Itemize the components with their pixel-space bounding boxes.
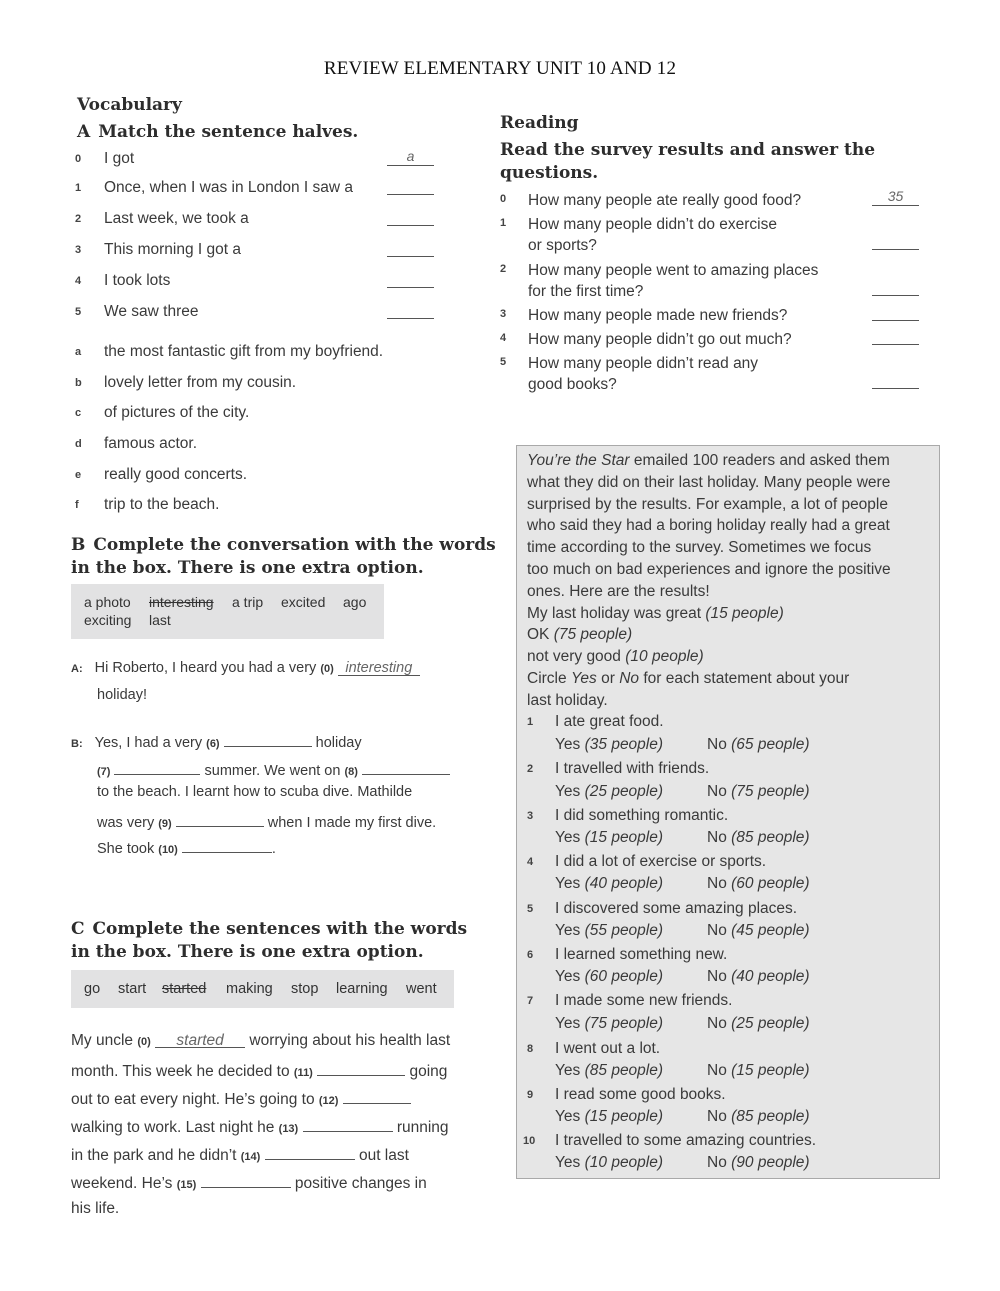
question-row xyxy=(500,305,920,329)
question-text xyxy=(528,214,777,256)
question-line: How many people didn’t do exercise xyxy=(528,216,777,233)
yes-option[interactable] xyxy=(555,1015,663,1033)
no-label: No xyxy=(707,922,727,939)
match-start-text: I got xyxy=(104,150,135,167)
item-number: 1 xyxy=(75,182,82,194)
section-a-letter: A xyxy=(77,122,91,142)
section-b-instruction-line1: Complete the conversation with the words xyxy=(93,535,496,555)
word-option: excited xyxy=(281,594,326,610)
conversation-text: holiday! xyxy=(97,687,147,703)
item-number: 0 xyxy=(75,153,82,165)
statement-number: 3 xyxy=(527,810,534,822)
yes-label: Yes xyxy=(555,829,581,846)
word-option: last xyxy=(149,612,171,628)
yes-count: (25 people) xyxy=(584,783,664,800)
blank-number: (8) xyxy=(344,766,358,778)
statement-number: 4 xyxy=(527,856,534,868)
no-label: No xyxy=(707,875,727,892)
blank-number: (13) xyxy=(278,1123,299,1135)
answer-blank[interactable] xyxy=(387,239,434,257)
yes-count: (60 people) xyxy=(584,968,664,985)
no-label: No xyxy=(707,1062,727,1079)
paragraph-line xyxy=(71,1060,447,1081)
ending-text: really good concerts. xyxy=(104,466,248,483)
result-count: (75 people) xyxy=(553,626,633,643)
blank-number: (11) xyxy=(293,1067,313,1079)
question-number: 3 xyxy=(500,308,507,320)
ending-letter: d xyxy=(75,438,82,450)
word-option: stop xyxy=(291,981,319,997)
answer-blank[interactable] xyxy=(872,278,919,296)
yes-count: (15 people) xyxy=(584,1108,664,1125)
yes-option[interactable] xyxy=(555,875,663,893)
match-start-row xyxy=(75,241,435,265)
question-text xyxy=(528,353,758,395)
yes-count: (10 people) xyxy=(584,1154,664,1171)
no-option[interactable] xyxy=(707,736,810,754)
no-label: No xyxy=(707,783,727,800)
word-option: start xyxy=(118,981,147,997)
conversation-line xyxy=(97,837,276,857)
question-line: How many people went to amazing places xyxy=(528,262,819,279)
survey-text: emailed 100 readers and asked them xyxy=(633,452,890,469)
no-count: (25 people) xyxy=(731,1015,810,1032)
yes-label: Yes xyxy=(555,922,581,939)
blank-number: (9) xyxy=(158,818,172,830)
section-c-instruction-line2: in the box. There is one extra option. xyxy=(71,942,424,962)
statement-text: I discovered some amazing places. xyxy=(555,900,798,917)
question-line: or sports? xyxy=(528,237,597,254)
reading-instruction-line1: Read the survey results and answer the xyxy=(500,140,876,160)
no-count: (90 people) xyxy=(731,1154,810,1171)
no-count: (45 people) xyxy=(731,922,810,939)
question-row xyxy=(500,353,920,397)
yes-option[interactable] xyxy=(555,1108,663,1126)
conversation-line xyxy=(97,759,450,779)
answer-blank[interactable] xyxy=(343,1088,411,1104)
statement-number: 9 xyxy=(527,1089,534,1101)
question-text: How many people ate really good food? xyxy=(528,192,802,209)
question-line: for the first time? xyxy=(528,283,644,300)
match-start-text: Once, when I was in London I saw a xyxy=(104,179,354,196)
yes-option[interactable] xyxy=(555,1154,663,1172)
no-option[interactable] xyxy=(707,968,810,986)
paragraph-line xyxy=(71,1032,450,1050)
survey-intro-line: what they did on their last holiday. Many people were xyxy=(527,474,891,491)
section-b-instruction-line2: in the box. There is one extra option. xyxy=(71,558,424,578)
answer-blank[interactable] xyxy=(872,327,919,345)
match-start-row xyxy=(75,179,435,203)
section-a-instruction: Match the sentence halves. xyxy=(98,122,359,142)
statement-text: I read some good books. xyxy=(555,1086,726,1103)
conversation-line xyxy=(71,731,362,751)
question-line: good books? xyxy=(528,376,617,393)
question-row xyxy=(500,214,920,258)
item-number: 4 xyxy=(75,275,82,287)
ending-text: famous actor. xyxy=(104,435,198,452)
answer-blank[interactable] xyxy=(387,177,434,195)
conversation-text: She took xyxy=(97,841,155,857)
question-row xyxy=(500,260,920,304)
word-box-b xyxy=(71,584,384,639)
yes-label: Yes xyxy=(555,968,581,985)
statement-text: I ate great food. xyxy=(555,713,664,730)
answer-blank[interactable] xyxy=(387,270,434,288)
word-box-c xyxy=(71,970,454,1008)
answer-blank[interactable] xyxy=(872,303,919,321)
result-count: (10 people) xyxy=(625,648,704,665)
paragraph-text: positive changes in xyxy=(294,1175,427,1192)
match-start-row xyxy=(75,303,435,327)
match-start-row xyxy=(75,150,435,174)
answer-blank[interactable]: 35 xyxy=(872,188,919,206)
survey-intro-line: too much on bad experiences and ignore the positive xyxy=(527,561,891,578)
blank-number: (12) xyxy=(318,1095,339,1107)
section-b-letter: B xyxy=(71,535,86,555)
result-label: OK xyxy=(527,626,550,643)
word-option: making xyxy=(226,981,273,997)
no-count: (65 people) xyxy=(731,736,810,753)
circle-instruction-line2: last holiday. xyxy=(527,692,608,709)
question-number: 4 xyxy=(500,332,507,344)
question-line: How many people didn’t read any xyxy=(528,355,759,372)
question-number: 1 xyxy=(500,217,507,229)
answer-blank[interactable] xyxy=(182,837,272,853)
reading-instruction-line2: questions. xyxy=(500,163,599,183)
speaker-label: A: xyxy=(71,663,83,675)
word-option-used: started xyxy=(162,981,207,997)
survey-text: No xyxy=(619,670,640,687)
no-label: No xyxy=(707,1015,727,1032)
no-count: (85 people) xyxy=(731,1108,810,1125)
survey-text: for each statement about your xyxy=(643,670,850,687)
answer-blank[interactable]: started xyxy=(155,1032,245,1048)
survey-text: Yes xyxy=(570,670,597,687)
yes-label: Yes xyxy=(555,1108,581,1125)
word-option: exciting xyxy=(84,612,132,628)
ending-text: trip to the beach. xyxy=(104,496,220,513)
yes-option[interactable] xyxy=(555,1062,663,1080)
result-line xyxy=(527,626,632,644)
statement-text: I travelled with friends. xyxy=(555,760,710,777)
yes-count: (40 people) xyxy=(584,875,664,892)
no-option[interactable] xyxy=(707,1108,810,1126)
conversation-line xyxy=(97,811,436,831)
conversation-text: when I made my first dive. xyxy=(267,815,437,831)
match-start-text: This morning I got a xyxy=(104,241,241,258)
no-label: No xyxy=(707,968,727,985)
no-label: No xyxy=(707,1108,727,1125)
section-a-heading xyxy=(77,121,358,144)
no-count: (60 people) xyxy=(731,875,810,892)
yes-label: Yes xyxy=(555,1062,581,1079)
statement-number: 2 xyxy=(527,763,534,775)
section-b-heading xyxy=(71,534,496,580)
match-start-row xyxy=(75,210,435,234)
conversation-line xyxy=(71,660,420,676)
paragraph-text: going xyxy=(409,1063,448,1080)
yes-count: (55 people) xyxy=(584,922,664,939)
no-count: (85 people) xyxy=(731,829,810,846)
ending-text: of pictures of the city. xyxy=(104,404,250,421)
paragraph-text: month. This week he decided to xyxy=(71,1063,290,1080)
question-row xyxy=(500,190,920,214)
match-start-text: I took lots xyxy=(104,272,171,289)
item-number: 3 xyxy=(75,244,82,256)
survey-intro-line: who said they had a boring holiday really had a great xyxy=(527,517,890,534)
conversation-text: summer. We went on xyxy=(204,763,341,779)
item-number: 2 xyxy=(75,213,82,225)
result-line xyxy=(527,648,704,666)
reading-instruction xyxy=(500,139,875,185)
speaker-label: B: xyxy=(71,738,83,750)
paragraph-text: in the park and he didn’t xyxy=(71,1147,237,1164)
paragraph-text: out last xyxy=(358,1147,409,1164)
no-count: (15 people) xyxy=(731,1062,810,1079)
no-option[interactable] xyxy=(707,1015,810,1033)
vocabulary-heading: Vocabulary xyxy=(77,95,182,115)
blank-number: (0) xyxy=(320,663,334,675)
blank-number: (6) xyxy=(206,738,220,750)
ending-letter: f xyxy=(75,499,79,511)
paragraph-line xyxy=(71,1116,449,1137)
survey-intro-line xyxy=(527,452,890,470)
result-count: (15 people) xyxy=(705,605,784,622)
yes-count: (15 people) xyxy=(584,829,664,846)
yes-option[interactable] xyxy=(555,922,663,940)
survey-box xyxy=(516,445,940,1179)
paragraph-text: My uncle xyxy=(71,1032,134,1049)
question-number: 0 xyxy=(500,193,507,205)
statement-text: I did a lot of exercise or sports. xyxy=(555,853,767,870)
yes-count: (35 people) xyxy=(584,736,664,753)
answer-blank[interactable] xyxy=(114,759,200,775)
statement-text: I did something romantic. xyxy=(555,807,729,824)
answer-blank[interactable] xyxy=(317,1060,405,1076)
paragraph-line xyxy=(71,1088,411,1109)
circle-instruction xyxy=(527,670,849,688)
section-c-heading xyxy=(71,918,467,964)
paragraph-text: weekend. He’s xyxy=(71,1175,173,1192)
yes-option[interactable] xyxy=(555,736,663,754)
ending-letter: e xyxy=(75,469,82,481)
conversation-text: holiday xyxy=(315,735,362,751)
ending-letter: b xyxy=(75,377,82,389)
yes-count: (85 people) xyxy=(584,1062,664,1079)
answer-blank[interactable]: a xyxy=(387,148,434,166)
no-count: (75 people) xyxy=(731,783,810,800)
statement-number: 6 xyxy=(527,949,534,961)
survey-intro-line: time according to the survey. Sometimes we focus xyxy=(527,539,872,556)
ending-text: the most fantastic gift from my boyfriend. xyxy=(104,343,384,360)
blank-number: (7) xyxy=(97,766,111,778)
section-c-instruction-line1: Complete the sentences with the words xyxy=(92,919,468,939)
survey-text: Circle xyxy=(527,670,567,687)
no-label: No xyxy=(707,829,727,846)
word-option: a trip xyxy=(232,594,264,610)
survey-intro-line: surprised by the results. For example, a lot of people xyxy=(527,496,888,513)
yes-label: Yes xyxy=(555,736,581,753)
match-start-text: Last week, we took a xyxy=(104,210,249,227)
blank-number: (14) xyxy=(240,1151,261,1163)
answer-blank[interactable] xyxy=(201,1172,291,1188)
answer-blank[interactable] xyxy=(265,1144,355,1160)
question-row xyxy=(500,329,920,353)
reading-heading: Reading xyxy=(500,113,579,133)
statement-number: 10 xyxy=(523,1135,536,1147)
item-number: 5 xyxy=(75,306,82,318)
conversation-text: Hi Roberto, I heard you had a very xyxy=(94,660,317,676)
question-text: How many people didn’t go out much? xyxy=(528,331,792,348)
yes-option[interactable] xyxy=(555,829,663,847)
word-option: learning xyxy=(336,981,388,997)
question-text xyxy=(528,260,818,302)
answer-blank[interactable] xyxy=(872,371,919,389)
statement-number: 5 xyxy=(527,903,534,915)
no-option[interactable] xyxy=(707,1154,810,1172)
no-option[interactable] xyxy=(707,829,810,847)
answer-blank[interactable]: interesting xyxy=(338,660,420,676)
survey-text: or xyxy=(601,670,615,687)
paragraph-line xyxy=(71,1144,409,1165)
no-label: No xyxy=(707,1154,727,1171)
answer-blank[interactable] xyxy=(387,208,434,226)
paragraph-text: his life. xyxy=(71,1200,120,1217)
blank-number: (10) xyxy=(158,844,178,856)
answer-blank[interactable] xyxy=(176,811,264,827)
no-option[interactable] xyxy=(707,783,810,801)
no-count: (40 people) xyxy=(731,968,810,985)
ending-letter: c xyxy=(75,407,82,419)
result-label: My last holiday was great xyxy=(527,605,702,622)
answer-blank[interactable] xyxy=(872,232,919,250)
conversation-text: . xyxy=(271,841,276,857)
result-line xyxy=(527,605,784,623)
match-start-row xyxy=(75,272,435,296)
answer-blank[interactable] xyxy=(387,301,434,319)
survey-intro-line: ones. Here are the results! xyxy=(527,583,710,600)
conversation-text: to the beach. I learnt how to scuba dive. Mathilde xyxy=(97,784,413,800)
ending-letter: a xyxy=(75,346,82,358)
paragraph-text: worrying about his health last xyxy=(249,1032,451,1049)
statement-text: I made some new friends. xyxy=(555,992,733,1009)
no-option[interactable] xyxy=(707,875,810,893)
yes-label: Yes xyxy=(555,875,581,892)
answer-blank[interactable] xyxy=(362,759,450,775)
word-option-used: interesting xyxy=(149,594,214,610)
conversation-text: was very xyxy=(97,815,155,831)
answer-blank[interactable] xyxy=(303,1116,393,1132)
statement-text: I learned something new. xyxy=(555,946,728,963)
question-number: 2 xyxy=(500,263,507,275)
word-option: go xyxy=(84,981,101,997)
paragraph-line xyxy=(71,1172,427,1193)
paragraph-text: out to eat every night. He’s going to xyxy=(71,1091,315,1108)
blank-number: (15) xyxy=(176,1179,197,1191)
answer-blank[interactable] xyxy=(224,731,312,747)
statement-number: 8 xyxy=(527,1043,534,1055)
word-option: ago xyxy=(343,594,367,610)
match-start-text: We saw three xyxy=(104,303,199,320)
section-c-letter: C xyxy=(71,919,85,939)
question-text: How many people made new friends? xyxy=(528,307,788,324)
no-option[interactable] xyxy=(707,1062,810,1080)
result-label: not very good xyxy=(527,648,621,665)
blank-number: (0) xyxy=(137,1036,151,1048)
conversation-text: Yes, I had a very xyxy=(94,735,203,751)
question-number: 5 xyxy=(500,356,507,368)
ending-text: lovely letter from my cousin. xyxy=(104,374,297,391)
paragraph-text: running xyxy=(396,1119,449,1136)
paragraph-text: walking to work. Last night he xyxy=(71,1119,275,1136)
yes-label: Yes xyxy=(555,783,581,800)
yes-count: (75 people) xyxy=(584,1015,664,1032)
statement-text: I went out a lot. xyxy=(555,1040,661,1057)
yes-label: Yes xyxy=(555,1015,581,1032)
magazine-name: You’re the Star xyxy=(527,452,630,469)
no-option[interactable] xyxy=(707,922,810,940)
yes-option[interactable] xyxy=(555,783,663,801)
no-label: No xyxy=(707,736,727,753)
statement-number: 7 xyxy=(527,995,534,1007)
page-title: REVIEW ELEMENTARY UNIT 10 AND 12 xyxy=(323,58,677,79)
statement-text: I travelled to some amazing countries. xyxy=(555,1132,817,1149)
statement-number: 1 xyxy=(527,716,534,728)
yes-label: Yes xyxy=(555,1154,581,1171)
word-option: a photo xyxy=(84,594,131,610)
word-option: went xyxy=(406,981,437,997)
yes-option[interactable] xyxy=(555,968,663,986)
